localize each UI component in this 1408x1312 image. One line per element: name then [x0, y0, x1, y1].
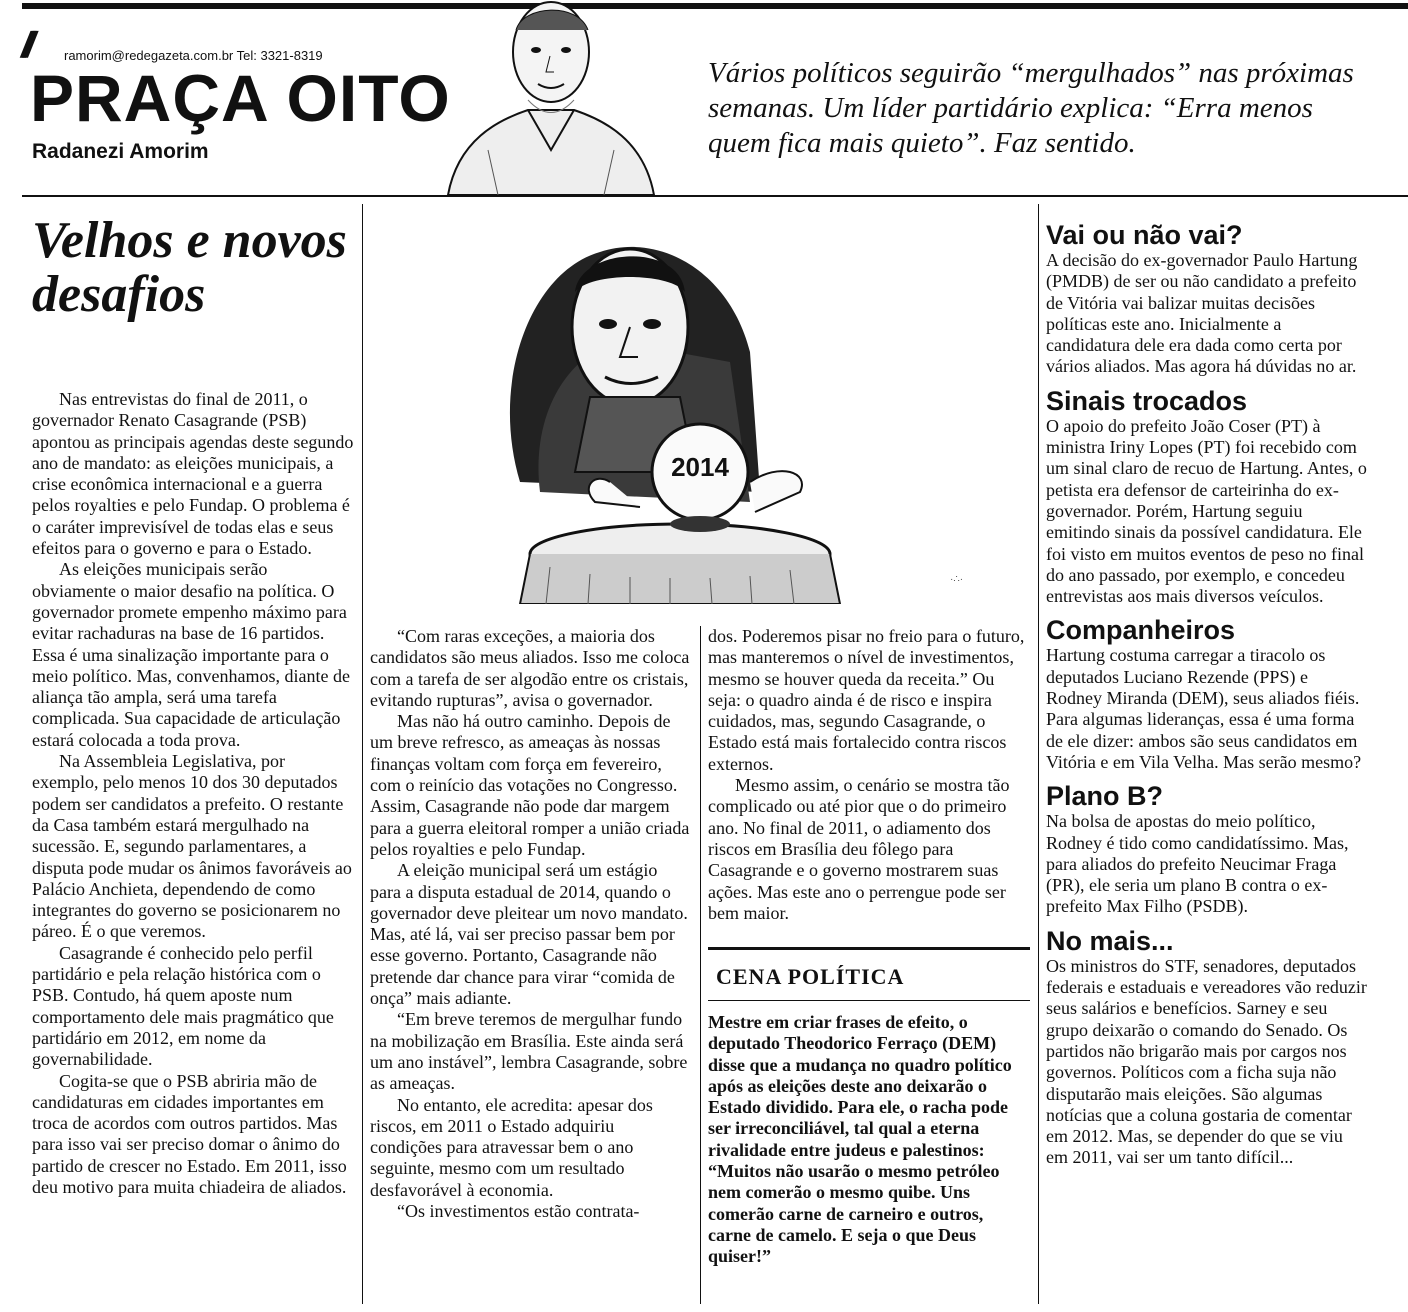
note-heading: Companheiros — [1046, 615, 1236, 646]
contact-info: ramorim@redegazeta.com.br Tel: 3321-8319 — [64, 48, 323, 63]
note-heading: Plano B? — [1046, 781, 1164, 812]
paragraph: No entanto, ele acredita: apesar dos riscos, em 2011 o Estado adquiriu condições para atravessar bem o ano seguinte, mesmo com um resultado desfavorável à economia. — [370, 1094, 653, 1200]
column-name: PRAÇA OITO — [30, 61, 451, 135]
sidebar-notes — [1046, 214, 1368, 1177]
slash-logo-icon: /// — [17, 24, 33, 65]
article-column-3 — [708, 626, 1030, 924]
author-name: Radanezi Amorim — [32, 140, 209, 163]
cena-politica-title: CENA POLÍTICA — [716, 964, 905, 989]
paragraph: Mesmo assim, o cenário se mostra tão complicado ou até pior que o do primeiro ano. No final de 2011, o adiamento dos riscos em Brasília deu fôlego para Casagrande e o governo mostrarem suas ações. Mas este ano o perrengue pode ser bem maior. — [708, 775, 1010, 923]
article-column-1 — [32, 389, 354, 1198]
note-heading: No mais... — [1046, 925, 1174, 956]
note-body: Os ministros do STF, senadores, deputados federais e estaduais e vereadores vão reduzir seus salários e benefícios. Sarney e seu grupo deixarão o comando do Senado. Os partidos não brigarão mais por cargos nos governos. Políticos com a ficha suja não disputarão mais eleições. São algumas notícias que a coluna gostaria de comentar em 2012. Mas, se depender do que se viu em 2011, vai ser um tanto difícil... — [1046, 955, 1367, 1168]
note-body: Hartung costuma carregar a tiracolo os deputados Luciano Rezende (PPS) e Rodney Miranda (DEM), seus aliados fiéis. Para algumas lideranças, essa é uma forma de ele dizer: ambos são seus candidatos em Vitória e em Vila Velha. Mas serão mesmo? — [1046, 645, 1362, 772]
note-body: O apoio do prefeito João Coser (PT) à ministra Iriny Lopes (PT) foi recebido com um sinal claro de recuo de Hartung. Antes, o petista era defensor de carteirinha do ex-governador. Porém, Hartung seguiu emitindo sinais da possível candidatura. Ele foi visto em muitos eventos de peso no final do ano passado, por exemplo, e concedeu entrevistas aos mais diversos veículos. — [1046, 415, 1367, 607]
paragraph: Nas entrevistas do final de 2011, o governador Renato Casagrande (PSB) apontou as principais agendas deste segundo ano de mandato: as eleições municipais, a crise econômica internacional e a guerra pelos royalties e pelo Fundap. O problema é o caráter imprevisível de todas elas e seus efeitos para o governo e para o Estado. — [32, 389, 354, 559]
paragraph: A eleição municipal será um estágio para a disputa estadual de 2014, quando o governador deve pleitear um novo mandato. Mas, até lá, vai ser preciso passar bem por esse governo. Portanto, Casagrande não pretende dar chance para virar “comida de onça” mais adiante. — [370, 860, 688, 1009]
paragraph: Na Assembleia Legislativa, por exemplo, pelo menos 10 dos 30 deputados podem ser candidatos a prefeito. O restante da Casa também estará mergulhado na sucessão. E, segundo parlamentares, a disputa pode mudar os ânimos favoráveis ao Palácio Anchieta, dependendo de como integrantes do governo se posicionarem no páreo. É o que veremos. — [32, 751, 352, 942]
cena-politica-rule — [708, 947, 1030, 950]
column-rule — [362, 204, 363, 1304]
paragraph: As eleições municipais serão obviamente o maior desafio na política. O governador promete empenho máximo para evitar rachaduras na base de 16 partidos. Essa é uma sinalização importante para o meio político. Mas, convenhamos, diante de aliança tão ampla, será uma tarefa complicada. Sua capacidade de articulação estará colocada a toda prova. — [32, 559, 350, 750]
top-rule — [22, 3, 1408, 9]
header-quote: Vários políticos seguirão “mergulhados” nas próximas semanas. Um líder partidário explica: “Erra menos quem fica mais quieto”. Faz sentido. — [708, 57, 1354, 159]
paragraph: “Os investimentos estão contrata- — [397, 1201, 640, 1222]
cena-politica-rule — [708, 1000, 1030, 1001]
article-column-2 — [370, 626, 690, 1222]
paragraph: dos. Poderemos pisar no freio para o futuro, mas manteremos o nível de investimentos, mesmo se houver queda da receita.” Ou seja: o quadro ainda é de risco e inspira cuidados, mas, segundo Casagrande, o Estado está mais fortalecido contra riscos externos. — [708, 626, 1025, 774]
note-heading: Sinais trocados — [1046, 385, 1248, 416]
column-rule — [1038, 204, 1039, 1304]
note-body: Na bolsa de apostas do meio político, Rodney é tido como candidatíssimo. Mas, para aliados do prefeito Neucimar Fraga (PR), ele seria um plano B contra o ex-prefeito Max Filho (PSDB). — [1046, 811, 1349, 917]
paragraph: Cogita-se que o PSB abriria mão de candidaturas em cidades importantes em troca de acordos com outros partidos. Mas para isso vai ser preciso domar o ânimo do partido de crescer no Estado. Em 2011, isso deu motivo para muita chiadeira de aliados. — [32, 1070, 347, 1197]
article-title: Velhos e novos desafios — [32, 212, 347, 323]
note-body: A decisão do ex-governador Paulo Hartung (PMDB) de ser ou não candidato a prefeito de Vitória vai balizar muitas decisões políticas este ano. Inicialmente a candidatura dele era dada como certa por vários aliados. Mas agora há dúvidas no ar. — [1046, 250, 1358, 377]
column-rule — [700, 626, 701, 1304]
paragraph: Casagrande é conhecido pelo perfil partidário e pela relação histórica com o PSB. Contudo, há quem aposte num comportamento dele mais pragmático que partidário em 2012, em nome da governabilidade. — [32, 942, 334, 1070]
crystal-ball-text: 2014 — [671, 452, 729, 482]
svg-text:·∴·: ·∴· — [950, 574, 964, 585]
note-heading: Vai ou não vai? — [1046, 220, 1243, 250]
paragraph: “Com raras exceções, a maioria dos candidatos são meus aliados. Isso me coloca com a tarefa de ser algodão entre os cristais, evitando rupturas”, avisa o governador. — [370, 626, 690, 710]
header-rule — [22, 195, 1408, 197]
caricature-illustration — [480, 232, 1010, 604]
cena-politica-body: Mestre em criar frases de efeito, o deputado Theodorico Ferraço (DEM) disse que a mudança no quadro político após as eleições deste ano deixarão o Estado dividido. Para ele, o racha pode ser irreconciliável, tal qual a eterna rivalidade entre judeus e palestinos: “Muitos não usarão o mesmo petróleo nem comerão o mesmo quibe. Uns comerão carne de carneiro e outros, carne de camelo. E seja o que Deus quiser!” — [708, 1012, 1012, 1267]
author-portrait — [428, 0, 674, 195]
paragraph: Mas não há outro caminho. Depois de um breve refresco, as ameaças às nossas finanças voltam com força em fevereiro, com o reinício das votações no Congresso. Assim, Casagrande não pode dar margem para a guerra eleitoral romper a união criada pelos royalties e pelo Fundap. — [370, 711, 690, 859]
paragraph: “Em breve teremos de mergulhar fundo na mobilização em Brasília. Este ainda será um ano instável”, lembra Casagrande, sobre as ameaças. — [370, 1009, 688, 1094]
